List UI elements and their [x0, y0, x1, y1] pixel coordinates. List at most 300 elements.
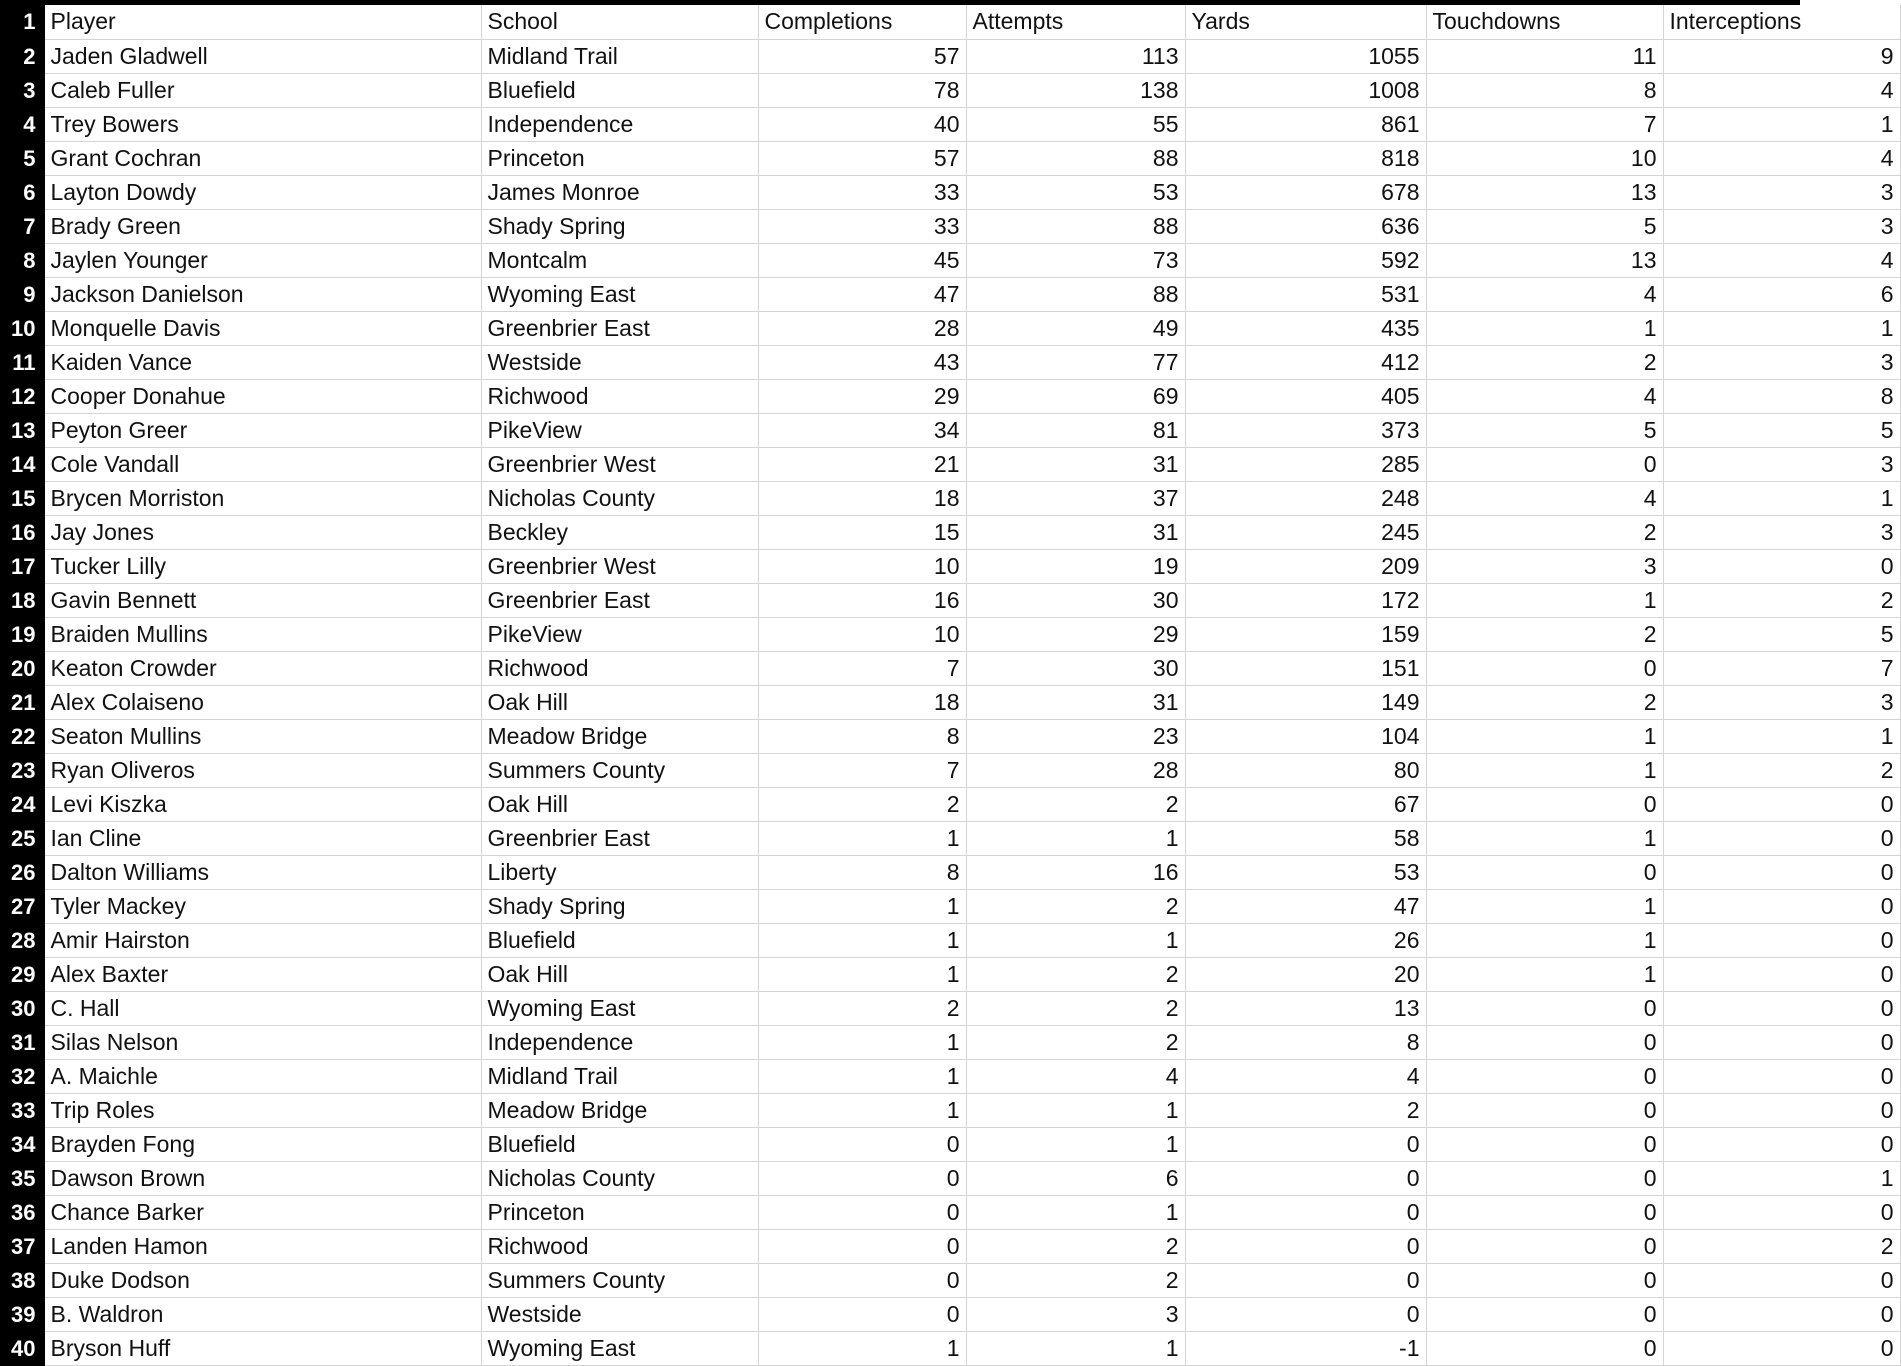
cell-interceptions[interactable]: 4 — [1663, 243, 1900, 277]
cell-yards[interactable]: 151 — [1185, 651, 1426, 685]
cell-school[interactable]: Montcalm — [481, 243, 758, 277]
cell-attempts[interactable]: 2 — [966, 1025, 1185, 1059]
row-number[interactable]: 30 — [0, 991, 44, 1025]
cell-touchdowns[interactable]: 5 — [1426, 413, 1663, 447]
header-cell-attempts[interactable]: Attempts — [966, 5, 1185, 39]
cell-player[interactable]: Trey Bowers — [44, 107, 481, 141]
cell-interceptions[interactable]: 2 — [1663, 583, 1900, 617]
row-number[interactable]: 32 — [0, 1059, 44, 1093]
row-number[interactable]: 3 — [0, 73, 44, 107]
cell-completions[interactable]: 0 — [758, 1195, 966, 1229]
row-number[interactable]: 22 — [0, 719, 44, 753]
cell-attempts[interactable]: 31 — [966, 447, 1185, 481]
row-number[interactable]: 11 — [0, 345, 44, 379]
cell-touchdowns[interactable]: 0 — [1426, 787, 1663, 821]
cell-completions[interactable]: 2 — [758, 991, 966, 1025]
cell-school[interactable]: Wyoming East — [481, 991, 758, 1025]
cell-completions[interactable]: 45 — [758, 243, 966, 277]
cell-player[interactable]: Tyler Mackey — [44, 889, 481, 923]
cell-completions[interactable]: 18 — [758, 481, 966, 515]
cell-touchdowns[interactable]: 4 — [1426, 481, 1663, 515]
cell-interceptions[interactable]: 2 — [1663, 1229, 1900, 1263]
cell-school[interactable]: Nicholas County — [481, 481, 758, 515]
cell-yards[interactable]: 26 — [1185, 923, 1426, 957]
cell-yards[interactable]: -1 — [1185, 1331, 1426, 1365]
cell-yards[interactable]: 0 — [1185, 1263, 1426, 1297]
cell-player[interactable]: Levi Kiszka — [44, 787, 481, 821]
cell-yards[interactable]: 1008 — [1185, 73, 1426, 107]
cell-player[interactable]: Landen Hamon — [44, 1229, 481, 1263]
cell-touchdowns[interactable]: 0 — [1426, 1297, 1663, 1331]
cell-yards[interactable]: 818 — [1185, 141, 1426, 175]
cell-completions[interactable]: 10 — [758, 549, 966, 583]
cell-touchdowns[interactable]: 1 — [1426, 719, 1663, 753]
cell-player[interactable]: Bryson Huff — [44, 1331, 481, 1365]
cell-completions[interactable]: 34 — [758, 413, 966, 447]
cell-touchdowns[interactable]: 0 — [1426, 1161, 1663, 1195]
row-number[interactable]: 16 — [0, 515, 44, 549]
cell-attempts[interactable]: 31 — [966, 515, 1185, 549]
row-number[interactable]: 17 — [0, 549, 44, 583]
cell-school[interactable]: Bluefield — [481, 73, 758, 107]
cell-touchdowns[interactable]: 0 — [1426, 1229, 1663, 1263]
cell-school[interactable]: Oak Hill — [481, 787, 758, 821]
cell-touchdowns[interactable]: 0 — [1426, 1331, 1663, 1365]
cell-completions[interactable]: 16 — [758, 583, 966, 617]
cell-player[interactable]: Brayden Fong — [44, 1127, 481, 1161]
cell-touchdowns[interactable]: 1 — [1426, 957, 1663, 991]
cell-yards[interactable]: 209 — [1185, 549, 1426, 583]
cell-completions[interactable]: 0 — [758, 1297, 966, 1331]
cell-player[interactable]: Dawson Brown — [44, 1161, 481, 1195]
cell-player[interactable]: Keaton Crowder — [44, 651, 481, 685]
cell-touchdowns[interactable]: 1 — [1426, 923, 1663, 957]
cell-touchdowns[interactable]: 0 — [1426, 447, 1663, 481]
cell-interceptions[interactable]: 3 — [1663, 209, 1900, 243]
cell-completions[interactable]: 0 — [758, 1127, 966, 1161]
cell-yards[interactable]: 20 — [1185, 957, 1426, 991]
cell-interceptions[interactable]: 3 — [1663, 515, 1900, 549]
cell-player[interactable]: Duke Dodson — [44, 1263, 481, 1297]
cell-player[interactable]: Ian Cline — [44, 821, 481, 855]
row-number[interactable]: 28 — [0, 923, 44, 957]
cell-completions[interactable]: 33 — [758, 175, 966, 209]
row-number[interactable]: 38 — [0, 1263, 44, 1297]
cell-school[interactable]: PikeView — [481, 413, 758, 447]
cell-interceptions[interactable]: 0 — [1663, 957, 1900, 991]
cell-attempts[interactable]: 30 — [966, 583, 1185, 617]
cell-touchdowns[interactable]: 10 — [1426, 141, 1663, 175]
cell-completions[interactable]: 78 — [758, 73, 966, 107]
cell-interceptions[interactable]: 0 — [1663, 855, 1900, 889]
cell-attempts[interactable]: 4 — [966, 1059, 1185, 1093]
cell-attempts[interactable]: 1 — [966, 1331, 1185, 1365]
cell-touchdowns[interactable]: 0 — [1426, 1263, 1663, 1297]
cell-player[interactable]: Jackson Danielson — [44, 277, 481, 311]
cell-attempts[interactable]: 23 — [966, 719, 1185, 753]
cell-school[interactable]: Greenbrier East — [481, 583, 758, 617]
cell-touchdowns[interactable]: 2 — [1426, 345, 1663, 379]
cell-interceptions[interactable]: 9 — [1663, 39, 1900, 73]
cell-school[interactable]: Shady Spring — [481, 889, 758, 923]
cell-touchdowns[interactable]: 0 — [1426, 1127, 1663, 1161]
cell-school[interactable]: Greenbrier East — [481, 311, 758, 345]
header-cell-yards[interactable]: Yards — [1185, 5, 1426, 39]
cell-player[interactable]: Ryan Oliveros — [44, 753, 481, 787]
cell-school[interactable]: Greenbrier West — [481, 549, 758, 583]
cell-touchdowns[interactable]: 2 — [1426, 515, 1663, 549]
row-number[interactable]: 35 — [0, 1161, 44, 1195]
cell-yards[interactable]: 0 — [1185, 1161, 1426, 1195]
cell-touchdowns[interactable]: 0 — [1426, 1025, 1663, 1059]
cell-interceptions[interactable]: 0 — [1663, 821, 1900, 855]
cell-attempts[interactable]: 49 — [966, 311, 1185, 345]
row-number[interactable]: 10 — [0, 311, 44, 345]
header-cell-player[interactable]: Player — [44, 5, 481, 39]
cell-school[interactable]: Princeton — [481, 141, 758, 175]
cell-player[interactable]: Peyton Greer — [44, 413, 481, 447]
cell-completions[interactable]: 33 — [758, 209, 966, 243]
row-number[interactable]: 5 — [0, 141, 44, 175]
cell-yards[interactable]: 172 — [1185, 583, 1426, 617]
cell-yards[interactable]: 53 — [1185, 855, 1426, 889]
cell-attempts[interactable]: 73 — [966, 243, 1185, 277]
cell-touchdowns[interactable]: 4 — [1426, 379, 1663, 413]
cell-player[interactable]: B. Waldron — [44, 1297, 481, 1331]
cell-player[interactable]: Brady Green — [44, 209, 481, 243]
cell-player[interactable]: Jaden Gladwell — [44, 39, 481, 73]
cell-completions[interactable]: 57 — [758, 39, 966, 73]
cell-yards[interactable]: 149 — [1185, 685, 1426, 719]
cell-attempts[interactable]: 30 — [966, 651, 1185, 685]
cell-touchdowns[interactable]: 4 — [1426, 277, 1663, 311]
cell-player[interactable]: Silas Nelson — [44, 1025, 481, 1059]
cell-player[interactable]: Kaiden Vance — [44, 345, 481, 379]
cell-school[interactable]: Liberty — [481, 855, 758, 889]
cell-interceptions[interactable]: 7 — [1663, 651, 1900, 685]
cell-attempts[interactable]: 88 — [966, 141, 1185, 175]
cell-school[interactable]: Midland Trail — [481, 1059, 758, 1093]
cell-attempts[interactable]: 88 — [966, 209, 1185, 243]
cell-completions[interactable]: 1 — [758, 889, 966, 923]
cell-touchdowns[interactable]: 2 — [1426, 617, 1663, 651]
cell-interceptions[interactable]: 0 — [1663, 549, 1900, 583]
cell-school[interactable]: Summers County — [481, 753, 758, 787]
row-number[interactable]: 40 — [0, 1331, 44, 1365]
cell-completions[interactable]: 28 — [758, 311, 966, 345]
cell-yards[interactable]: 412 — [1185, 345, 1426, 379]
cell-school[interactable]: Meadow Bridge — [481, 1093, 758, 1127]
cell-school[interactable]: Bluefield — [481, 923, 758, 957]
cell-school[interactable]: Richwood — [481, 1229, 758, 1263]
row-number[interactable]: 2 — [0, 39, 44, 73]
row-number[interactable]: 24 — [0, 787, 44, 821]
cell-completions[interactable]: 0 — [758, 1263, 966, 1297]
cell-interceptions[interactable]: 3 — [1663, 175, 1900, 209]
row-number[interactable]: 9 — [0, 277, 44, 311]
cell-school[interactable]: Summers County — [481, 1263, 758, 1297]
cell-completions[interactable]: 18 — [758, 685, 966, 719]
cell-school[interactable]: Westside — [481, 345, 758, 379]
row-number[interactable]: 27 — [0, 889, 44, 923]
cell-attempts[interactable]: 69 — [966, 379, 1185, 413]
cell-attempts[interactable]: 81 — [966, 413, 1185, 447]
cell-attempts[interactable]: 28 — [966, 753, 1185, 787]
cell-attempts[interactable]: 1 — [966, 1195, 1185, 1229]
cell-school[interactable]: Midland Trail — [481, 39, 758, 73]
cell-attempts[interactable]: 37 — [966, 481, 1185, 515]
cell-interceptions[interactable]: 1 — [1663, 719, 1900, 753]
cell-attempts[interactable]: 2 — [966, 787, 1185, 821]
cell-player[interactable]: Brycen Morriston — [44, 481, 481, 515]
cell-school[interactable]: Oak Hill — [481, 685, 758, 719]
cell-touchdowns[interactable]: 8 — [1426, 73, 1663, 107]
cell-touchdowns[interactable]: 2 — [1426, 685, 1663, 719]
cell-completions[interactable]: 1 — [758, 1331, 966, 1365]
cell-attempts[interactable]: 1 — [966, 821, 1185, 855]
cell-touchdowns[interactable]: 0 — [1426, 855, 1663, 889]
cell-touchdowns[interactable]: 1 — [1426, 311, 1663, 345]
cell-school[interactable]: Greenbrier East — [481, 821, 758, 855]
row-number[interactable]: 12 — [0, 379, 44, 413]
cell-completions[interactable]: 57 — [758, 141, 966, 175]
cell-player[interactable]: A. Maichle — [44, 1059, 481, 1093]
cell-interceptions[interactable]: 5 — [1663, 413, 1900, 447]
cell-touchdowns[interactable]: 5 — [1426, 209, 1663, 243]
row-number[interactable]: 8 — [0, 243, 44, 277]
cell-interceptions[interactable]: 0 — [1663, 1025, 1900, 1059]
cell-player[interactable]: Grant Cochran — [44, 141, 481, 175]
cell-player[interactable]: Caleb Fuller — [44, 73, 481, 107]
cell-attempts[interactable]: 138 — [966, 73, 1185, 107]
cell-touchdowns[interactable]: 7 — [1426, 107, 1663, 141]
header-cell-interceptions[interactable]: Interceptions — [1663, 5, 1900, 39]
cell-player[interactable]: Seaton Mullins — [44, 719, 481, 753]
cell-completions[interactable]: 21 — [758, 447, 966, 481]
cell-touchdowns[interactable]: 13 — [1426, 175, 1663, 209]
cell-yards[interactable]: 1055 — [1185, 39, 1426, 73]
cell-touchdowns[interactable]: 0 — [1426, 1093, 1663, 1127]
cell-player[interactable]: Gavin Bennett — [44, 583, 481, 617]
cell-completions[interactable]: 29 — [758, 379, 966, 413]
cell-touchdowns[interactable]: 3 — [1426, 549, 1663, 583]
cell-yards[interactable]: 47 — [1185, 889, 1426, 923]
cell-yards[interactable]: 0 — [1185, 1195, 1426, 1229]
cell-school[interactable]: Wyoming East — [481, 1331, 758, 1365]
row-number[interactable]: 23 — [0, 753, 44, 787]
cell-touchdowns[interactable]: 1 — [1426, 583, 1663, 617]
cell-attempts[interactable]: 55 — [966, 107, 1185, 141]
cell-interceptions[interactable]: 8 — [1663, 379, 1900, 413]
cell-attempts[interactable]: 1 — [966, 923, 1185, 957]
row-number[interactable]: 4 — [0, 107, 44, 141]
header-cell-completions[interactable]: Completions — [758, 5, 966, 39]
row-number[interactable]: 31 — [0, 1025, 44, 1059]
cell-school[interactable]: Oak Hill — [481, 957, 758, 991]
cell-attempts[interactable]: 1 — [966, 1093, 1185, 1127]
cell-school[interactable]: Independence — [481, 107, 758, 141]
cell-player[interactable]: Jaylen Younger — [44, 243, 481, 277]
cell-attempts[interactable]: 2 — [966, 991, 1185, 1025]
cell-interceptions[interactable]: 6 — [1663, 277, 1900, 311]
cell-interceptions[interactable]: 0 — [1663, 923, 1900, 957]
cell-completions[interactable]: 2 — [758, 787, 966, 821]
cell-touchdowns[interactable]: 1 — [1426, 753, 1663, 787]
cell-interceptions[interactable]: 4 — [1663, 73, 1900, 107]
header-cell-touchdowns[interactable]: Touchdowns — [1426, 5, 1663, 39]
cell-interceptions[interactable]: 0 — [1663, 1127, 1900, 1161]
cell-interceptions[interactable]: 0 — [1663, 787, 1900, 821]
cell-school[interactable]: Westside — [481, 1297, 758, 1331]
cell-yards[interactable]: 104 — [1185, 719, 1426, 753]
cell-school[interactable]: Meadow Bridge — [481, 719, 758, 753]
cell-completions[interactable]: 1 — [758, 1093, 966, 1127]
cell-interceptions[interactable]: 4 — [1663, 141, 1900, 175]
cell-school[interactable]: Greenbrier West — [481, 447, 758, 481]
cell-touchdowns[interactable]: 11 — [1426, 39, 1663, 73]
cell-touchdowns[interactable]: 1 — [1426, 889, 1663, 923]
cell-completions[interactable]: 1 — [758, 957, 966, 991]
cell-interceptions[interactable]: 0 — [1663, 991, 1900, 1025]
cell-interceptions[interactable]: 0 — [1663, 1093, 1900, 1127]
cell-player[interactable]: Trip Roles — [44, 1093, 481, 1127]
cell-school[interactable]: James Monroe — [481, 175, 758, 209]
cell-attempts[interactable]: 6 — [966, 1161, 1185, 1195]
row-number[interactable]: 15 — [0, 481, 44, 515]
cell-interceptions[interactable]: 1 — [1663, 481, 1900, 515]
cell-completions[interactable]: 0 — [758, 1161, 966, 1195]
cell-player[interactable]: Chance Barker — [44, 1195, 481, 1229]
row-number[interactable]: 25 — [0, 821, 44, 855]
cell-yards[interactable]: 67 — [1185, 787, 1426, 821]
cell-player[interactable]: Monquelle Davis — [44, 311, 481, 345]
cell-yards[interactable]: 285 — [1185, 447, 1426, 481]
row-number[interactable]: 14 — [0, 447, 44, 481]
cell-player[interactable]: Tucker Lilly — [44, 549, 481, 583]
cell-completions[interactable]: 7 — [758, 753, 966, 787]
cell-player[interactable]: Alex Baxter — [44, 957, 481, 991]
cell-attempts[interactable]: 19 — [966, 549, 1185, 583]
cell-touchdowns[interactable]: 13 — [1426, 243, 1663, 277]
cell-player[interactable]: Amir Hairston — [44, 923, 481, 957]
row-number[interactable]: 37 — [0, 1229, 44, 1263]
cell-school[interactable]: Princeton — [481, 1195, 758, 1229]
cell-completions[interactable]: 8 — [758, 855, 966, 889]
cell-yards[interactable]: 58 — [1185, 821, 1426, 855]
cell-completions[interactable]: 1 — [758, 1059, 966, 1093]
cell-school[interactable]: Bluefield — [481, 1127, 758, 1161]
cell-player[interactable]: Cole Vandall — [44, 447, 481, 481]
cell-player[interactable]: Braiden Mullins — [44, 617, 481, 651]
row-number[interactable]: 34 — [0, 1127, 44, 1161]
cell-yards[interactable]: 159 — [1185, 617, 1426, 651]
cell-school[interactable]: Richwood — [481, 651, 758, 685]
row-number[interactable]: 36 — [0, 1195, 44, 1229]
cell-yards[interactable]: 0 — [1185, 1229, 1426, 1263]
cell-attempts[interactable]: 88 — [966, 277, 1185, 311]
cell-yards[interactable]: 0 — [1185, 1127, 1426, 1161]
cell-completions[interactable]: 40 — [758, 107, 966, 141]
cell-attempts[interactable]: 2 — [966, 957, 1185, 991]
row-number[interactable]: 19 — [0, 617, 44, 651]
cell-player[interactable]: Layton Dowdy — [44, 175, 481, 209]
cell-attempts[interactable]: 16 — [966, 855, 1185, 889]
cell-player[interactable]: C. Hall — [44, 991, 481, 1025]
cell-completions[interactable]: 8 — [758, 719, 966, 753]
cell-interceptions[interactable]: 3 — [1663, 345, 1900, 379]
cell-school[interactable]: Nicholas County — [481, 1161, 758, 1195]
row-number[interactable]: 13 — [0, 413, 44, 447]
cell-touchdowns[interactable]: 0 — [1426, 651, 1663, 685]
cell-completions[interactable]: 10 — [758, 617, 966, 651]
cell-completions[interactable]: 43 — [758, 345, 966, 379]
cell-player[interactable]: Jay Jones — [44, 515, 481, 549]
cell-completions[interactable]: 1 — [758, 1025, 966, 1059]
cell-attempts[interactable]: 1 — [966, 1127, 1185, 1161]
cell-yards[interactable]: 531 — [1185, 277, 1426, 311]
cell-yards[interactable]: 678 — [1185, 175, 1426, 209]
cell-school[interactable]: Beckley — [481, 515, 758, 549]
cell-yards[interactable]: 2 — [1185, 1093, 1426, 1127]
cell-yards[interactable]: 0 — [1185, 1297, 1426, 1331]
cell-interceptions[interactable]: 3 — [1663, 447, 1900, 481]
cell-completions[interactable]: 1 — [758, 821, 966, 855]
cell-interceptions[interactable]: 0 — [1663, 1263, 1900, 1297]
cell-school[interactable]: Independence — [481, 1025, 758, 1059]
cell-yards[interactable]: 636 — [1185, 209, 1426, 243]
cell-interceptions[interactable]: 2 — [1663, 753, 1900, 787]
cell-yards[interactable]: 80 — [1185, 753, 1426, 787]
cell-school[interactable]: Shady Spring — [481, 209, 758, 243]
cell-interceptions[interactable]: 0 — [1663, 1297, 1900, 1331]
cell-completions[interactable]: 7 — [758, 651, 966, 685]
cell-yards[interactable]: 435 — [1185, 311, 1426, 345]
cell-attempts[interactable]: 77 — [966, 345, 1185, 379]
cell-attempts[interactable]: 113 — [966, 39, 1185, 73]
cell-attempts[interactable]: 2 — [966, 889, 1185, 923]
cell-yards[interactable]: 373 — [1185, 413, 1426, 447]
row-number[interactable]: 18 — [0, 583, 44, 617]
cell-yards[interactable]: 248 — [1185, 481, 1426, 515]
cell-interceptions[interactable]: 0 — [1663, 889, 1900, 923]
cell-yards[interactable]: 13 — [1185, 991, 1426, 1025]
cell-interceptions[interactable]: 1 — [1663, 107, 1900, 141]
cell-touchdowns[interactable]: 0 — [1426, 1195, 1663, 1229]
row-number[interactable]: 33 — [0, 1093, 44, 1127]
cell-yards[interactable]: 861 — [1185, 107, 1426, 141]
cell-touchdowns[interactable]: 0 — [1426, 1059, 1663, 1093]
header-cell-school[interactable]: School — [481, 5, 758, 39]
row-number[interactable]: 20 — [0, 651, 44, 685]
cell-interceptions[interactable]: 0 — [1663, 1195, 1900, 1229]
cell-completions[interactable]: 1 — [758, 923, 966, 957]
cell-attempts[interactable]: 31 — [966, 685, 1185, 719]
cell-attempts[interactable]: 53 — [966, 175, 1185, 209]
cell-player[interactable]: Dalton Williams — [44, 855, 481, 889]
cell-interceptions[interactable]: 1 — [1663, 311, 1900, 345]
cell-yards[interactable]: 592 — [1185, 243, 1426, 277]
cell-completions[interactable]: 0 — [758, 1229, 966, 1263]
cell-attempts[interactable]: 29 — [966, 617, 1185, 651]
cell-school[interactable]: Wyoming East — [481, 277, 758, 311]
row-number[interactable]: 26 — [0, 855, 44, 889]
row-number[interactable]: 29 — [0, 957, 44, 991]
cell-yards[interactable]: 405 — [1185, 379, 1426, 413]
row-number[interactable]: 1 — [0, 5, 44, 39]
cell-school[interactable]: PikeView — [481, 617, 758, 651]
cell-school[interactable]: Richwood — [481, 379, 758, 413]
row-number[interactable]: 6 — [0, 175, 44, 209]
